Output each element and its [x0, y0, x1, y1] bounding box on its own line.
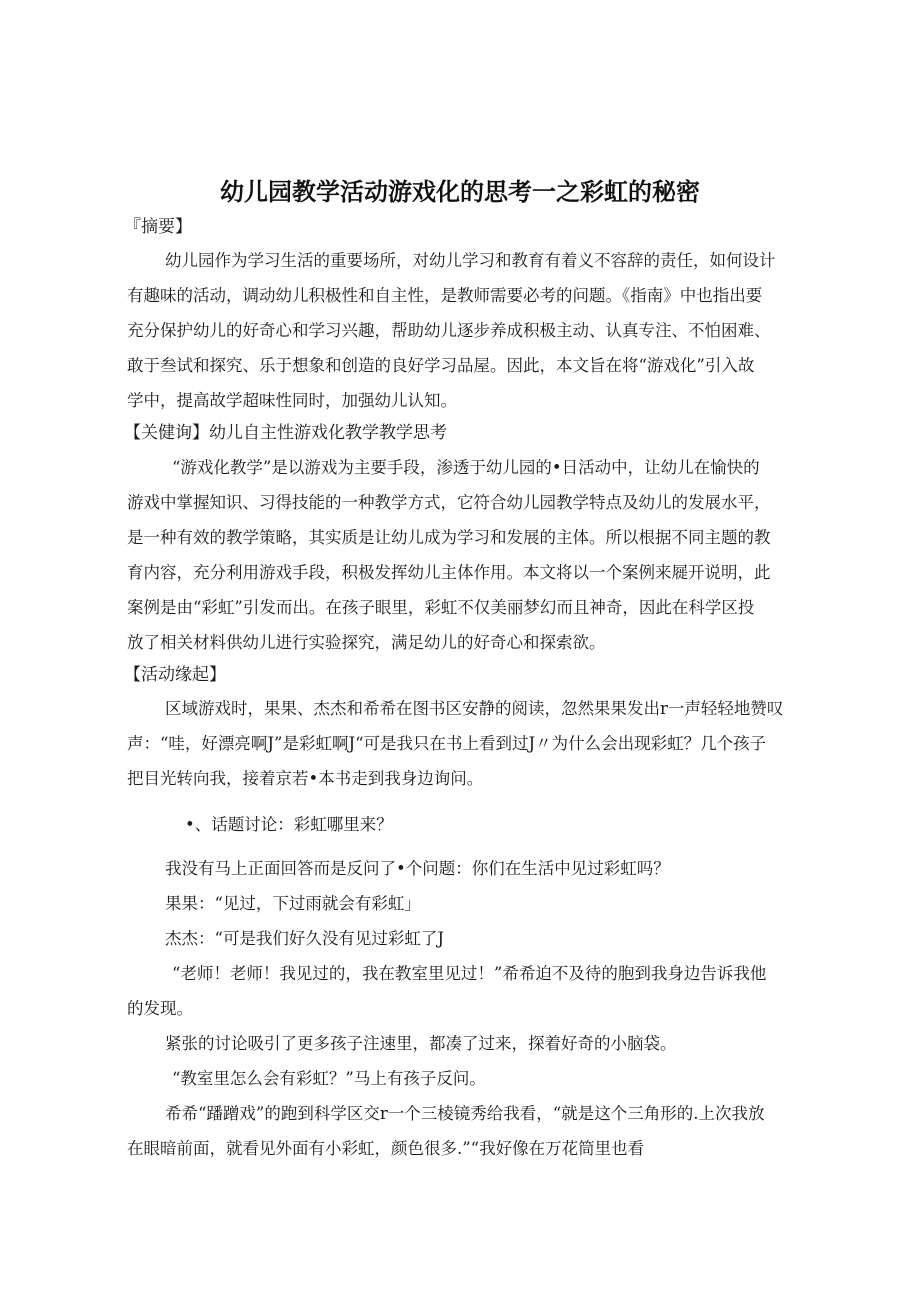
abstract-line-3: 充分保护幼儿的好奇心和学习兴趣，帮助幼儿逐步养成积极主动、认真专注、不怕困难、 — [127, 321, 771, 340]
origin-line-1: 区域游戏时，果果、杰杰和希希在图书区安静的阅读，忽然果果发出r一声轻轻地赞叹 — [165, 699, 784, 718]
origin-heading: 【活动缘起】 — [124, 665, 226, 685]
intro-line-2: 游戏中掌握知识、习得技能的一种教学方式，它符合幼儿园教学特点及幼儿的发展水平， — [127, 493, 771, 512]
keywords-line: 【关健询】幼儿自主性游戏化教学教学思考 — [124, 423, 447, 443]
dialogue-line-7: “教室里怎么会有彩虹？”马上有孩子反问。 — [172, 1069, 486, 1088]
abstract-line-2: 有趣味的活动，调动幼儿积极性和自主性，是教师需要必考的问题。《指南》中也指出要 — [127, 286, 763, 305]
intro-line-1: “游戏化教学”是以游戏为主要手段，渗透于幼儿园的•日活动中，让幼儿在愉快的 — [172, 458, 760, 477]
abstract-line-1: 幼儿园作为学习生活的重要场所，对幼儿学习和教育有着义不容辞的责任，如何设计 — [165, 251, 776, 270]
dialogue-line-1: 我没有马上正面回答而是反问了•个问题：你们在生活中见过彩虹吗？ — [165, 859, 670, 878]
intro-line-4: 育内容，充分利用游戏手段，积极发挥幼儿主体作用。本文将以一个案例来屣开说明，此 — [127, 563, 771, 582]
dialogue-line-9: 在眼暗前面，就看见外面有小彩虹，颜色很多.”“我好像在万花筒里也看 — [127, 1139, 645, 1158]
dialogue-line-8: 希希“蹯蹭戏”的跑到科学区交r一个三棱镜秀给我看，“就是这个三角形的.上次我放 — [165, 1104, 765, 1123]
dialogue-line-2: 果果：“见过，下过雨就会有彩虹」 — [165, 894, 421, 913]
document-title: 幼儿园教学活动游戏化的思考一之彩虹的秘密 — [220, 178, 700, 206]
abstract-line-5: 学中，提高故学超味性同时，加强幼儿认知。 — [127, 391, 457, 410]
dialogue-line-5: 的发现。 — [127, 999, 193, 1018]
dialogue-line-6: 紧张的讨论吸引了更多孩子注速里，都凑了过来，探着好奇的小脑袋。 — [165, 1034, 677, 1053]
intro-line-3: 是一种有效的教学策略，其实质是让幼儿成为学习和发展的主体。所以根据不同主题的教 — [127, 528, 771, 547]
abstract-line-4: 敢于叁试和探究、乐于想象和创造的良好学习品屋。因此，本文旨在将“游戏化”引入故 — [127, 356, 755, 375]
dialogue-line-3: 杰杰：“可是我们好久没有见过彩虹了J — [165, 929, 445, 948]
origin-line-2: 声：“哇，好漂亮啊J”是彩虹啊J“可是我只在书上看到过J〃为什么会出现彩虹？几个孩子 — [127, 734, 767, 753]
intro-line-5: 案例是由“彩虹”引发而出。在孩子眼里，彩虹不仅美丽梦幻而且神奇，因此在科学区投 — [127, 598, 755, 617]
abstract-heading: 『摘要】 — [124, 217, 192, 237]
section-one-heading: •、话题讨论：彩虹哪里来？ — [185, 815, 393, 834]
dialogue-line-4: “老师！老师！我见过的，我在教室里见过！”希希迫不及待的胞到我身边告诉我他 — [172, 964, 767, 983]
intro-line-6: 放了相关材料供幼儿进行实验探究，满足幼儿的好奇心和探索欲。 — [127, 633, 606, 652]
origin-line-3: 把目光转向我，接着京若•本书走到我身边询问。 — [127, 769, 484, 788]
